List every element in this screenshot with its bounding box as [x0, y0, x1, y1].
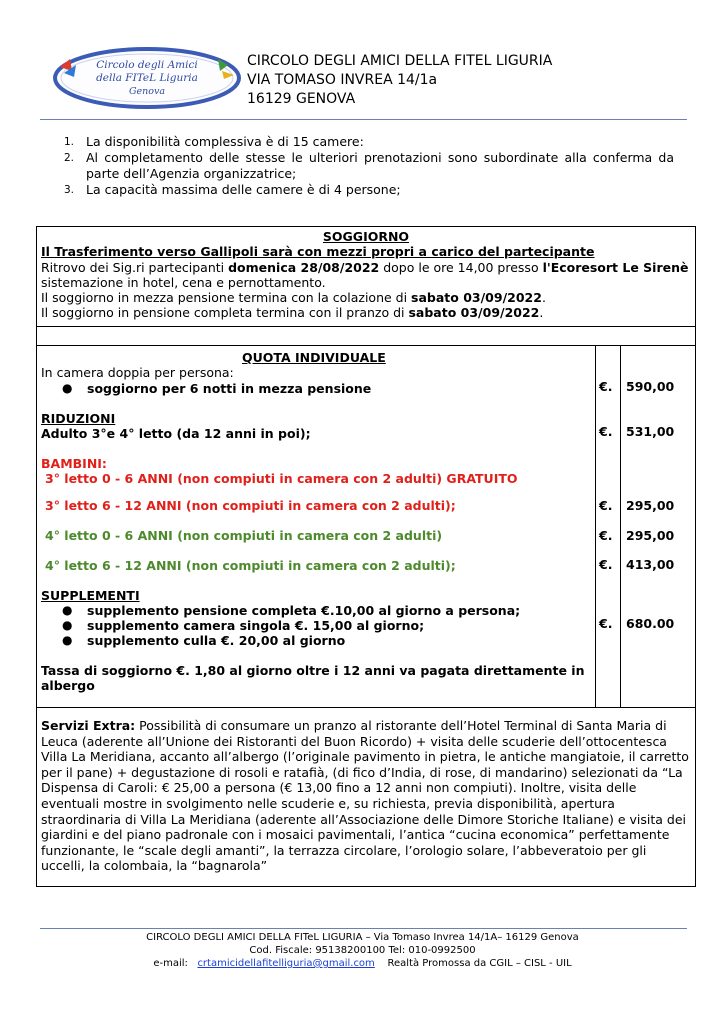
- mezza-pensione-line: [41, 290, 546, 305]
- servizi-extra-body: Possibilità di consumare un pranzo al ristorante dell’Hotel Terminal di Santa Maria di Leuca (aderente all’Unione dei Ristoranti del Buon Ricordo) + visita delle scuderie dell’ottocentesca Villa La Meridiana, accanto all’albergo (l’originale pavimento in pietra, le antiche mangiatoie, il carretto per il pane) + degustazione di rosoli e ratafià, (di fico d’India, di rose, di mandarino) selezionati da “La Dispensa di Caroli: € 25,00 a persona (€ 13,00 fino a 12 anni non compiuti). Inoltre, visita delle eventuali mostre in svolgimento nelle scuderie e, su richiesta, previa disponibilità, apertura straordinaria di Villa La Meridiana (aderente all’Associazione delle Dimore Storiche Italiane) e visita dei giardini e del piano padronale con i mosaici pavimentali, l’antica “cucina economica” perfettamente funzionante, le “scale degli amanti”, la terrazza circolare, l’orologio solare, l’abbeveratoio per gli uccelli, la colombaia, la “bagnarola”: [41, 718, 689, 874]
- table-column-divider: [595, 345, 596, 708]
- servizi-extra-label: Servizi Extra:: [41, 718, 136, 733]
- quota-intro: In camera doppia per persona:: [41, 365, 234, 380]
- footer-contact: [0, 957, 725, 970]
- currency-symbol: €.: [599, 557, 613, 572]
- ritrovo-text-b: dopo le ore 14,00 presso: [379, 260, 543, 275]
- currency-symbol: €.: [599, 498, 613, 513]
- supplemento-2: supplemento camera singola €. 15,00 al giorno;: [87, 618, 425, 633]
- bullet-icon: ●: [62, 618, 73, 632]
- quota-title: QUOTA INDIVIDUALE: [242, 350, 386, 365]
- currency-symbol: €.: [599, 379, 613, 394]
- bullet-icon: ●: [62, 633, 73, 647]
- ritrovo-line-2: sistemazione in hotel, cena e pernottamento.: [41, 275, 326, 290]
- list-item: [48, 150, 674, 182]
- soggiorno-title: SOGGIORNO: [322, 229, 410, 244]
- list-number: 1.: [64, 136, 75, 148]
- list-text: Al completamento delle stesse le ulteriori prenotazioni sono subordinate alla conferma da parte dell’Agenzia organizzatrice;: [86, 150, 674, 181]
- currency-symbol: €.: [599, 528, 613, 543]
- adulto-line: Adulto 3°e 4° letto (da 12 anni in poi);: [41, 426, 311, 441]
- ritrovo-place: l'Ecoresort Le Sirenè: [542, 260, 689, 275]
- promo-text: Realtà Promossa da CGIL – CISL - UIL: [387, 958, 572, 969]
- riduzioni-heading: RIDUZIONI: [41, 411, 116, 426]
- bullet-icon: ●: [62, 381, 73, 395]
- price-value: 531,00: [626, 424, 675, 439]
- email-link[interactable]: crtamicidellafitelliguria@gmail.com: [197, 958, 375, 969]
- price-value: 413,00: [626, 557, 675, 572]
- bambini-heading: BAMBINI:: [41, 456, 107, 471]
- mezza-date: sabato 03/09/2022: [411, 290, 542, 305]
- conditions-list: [48, 134, 674, 198]
- footer-rule: [40, 928, 687, 929]
- quota-table: [36, 345, 696, 708]
- price-value: 590,00: [626, 379, 675, 394]
- supplemento-3: supplemento culla €. 20,00 al giorno: [87, 633, 346, 648]
- currency-symbol: €.: [599, 616, 613, 631]
- email-label: e-mail:: [153, 958, 188, 969]
- logo-text-3: Genova: [128, 86, 166, 97]
- completa-date: sabato 03/09/2022: [408, 305, 540, 320]
- ritrovo-date: domenica 28/08/2022: [228, 260, 380, 275]
- mezza-text: Il soggiorno in mezza pensione termina con la colazione di: [41, 290, 412, 305]
- bambini-row-2: 3° letto 6 - 12 ANNI (non compiuti in camera con 2 adulti);: [45, 498, 456, 513]
- table-column-divider: [620, 345, 621, 708]
- logo-text-2: della FITeL Liguria: [96, 72, 198, 84]
- completa-period: .: [539, 305, 544, 320]
- list-text: La capacità massima delle camere è di 4 persone;: [86, 182, 401, 197]
- list-item: [48, 134, 674, 150]
- bullet-icon: ●: [62, 603, 73, 617]
- org-name: CIRCOLO DEGLI AMICI DELLA FITEL LIGURIA: [247, 53, 553, 69]
- transfer-note: Il Trasferimento verso Gallipoli sarà con mezzi propri a carico del partecipante: [41, 244, 595, 259]
- table-divider: [36, 326, 696, 327]
- list-item: [48, 182, 674, 198]
- bambini-row-3: 4° letto 0 - 6 ANNI (non compiuti in camera con 2 adulti): [45, 528, 443, 543]
- tassa-soggiorno: Tassa di soggiorno €. 1,80 al giorno oltre i 12 anni va pagata direttamente in albergo: [41, 663, 585, 693]
- price-value: 680.00: [626, 616, 675, 631]
- currency-symbol: €.: [599, 424, 613, 439]
- price-value: 295,00: [626, 528, 675, 543]
- header-rule: [40, 119, 687, 120]
- mezza-period: .: [541, 290, 546, 305]
- circolo-logo: [50, 45, 245, 111]
- footer-fiscal: Cod. Fiscale: 95138200100 Tel: 010-0992500: [249, 945, 476, 956]
- completa-line: [41, 305, 543, 320]
- supplementi-heading: SUPPLEMENTI: [41, 588, 140, 603]
- list-number: 2.: [64, 152, 75, 164]
- list-number: 3.: [64, 184, 75, 196]
- price-value: 295,00: [626, 498, 675, 513]
- completa-text: Il soggiorno in pensione completa termina con il pranzo di: [41, 305, 409, 320]
- org-city: 16129 GENOVA: [247, 91, 356, 107]
- list-text: La disponibilità complessiva è di 15 camere:: [86, 134, 364, 149]
- bambini-row-1: 3° letto 0 - 6 ANNI (non compiuti in camera con 2 adulti) GRATUITO: [45, 471, 518, 486]
- ritrovo-line: [41, 260, 689, 275]
- bambini-row-4: 4° letto 6 - 12 ANNI (non compiuti in camera con 2 adulti);: [45, 558, 456, 573]
- servizi-extra-text: [41, 718, 690, 874]
- org-address: VIA TOMASO INVREA 14/1a: [247, 72, 438, 88]
- footer-address: CIRCOLO DEGLI AMICI DELLA FITeL LIGURIA – Via Tomaso Invrea 14/1A– 16129 Genova: [146, 932, 579, 943]
- supplemento-1: supplemento pensione completa €.10,00 al giorno a persona;: [87, 603, 521, 618]
- quota-mezza: soggiorno per 6 notti in mezza pensione: [87, 381, 372, 396]
- logo-text-1: Circolo degli Amici: [96, 59, 198, 71]
- ritrovo-text-a: Ritrovo dei Sig.ri partecipanti: [41, 260, 229, 275]
